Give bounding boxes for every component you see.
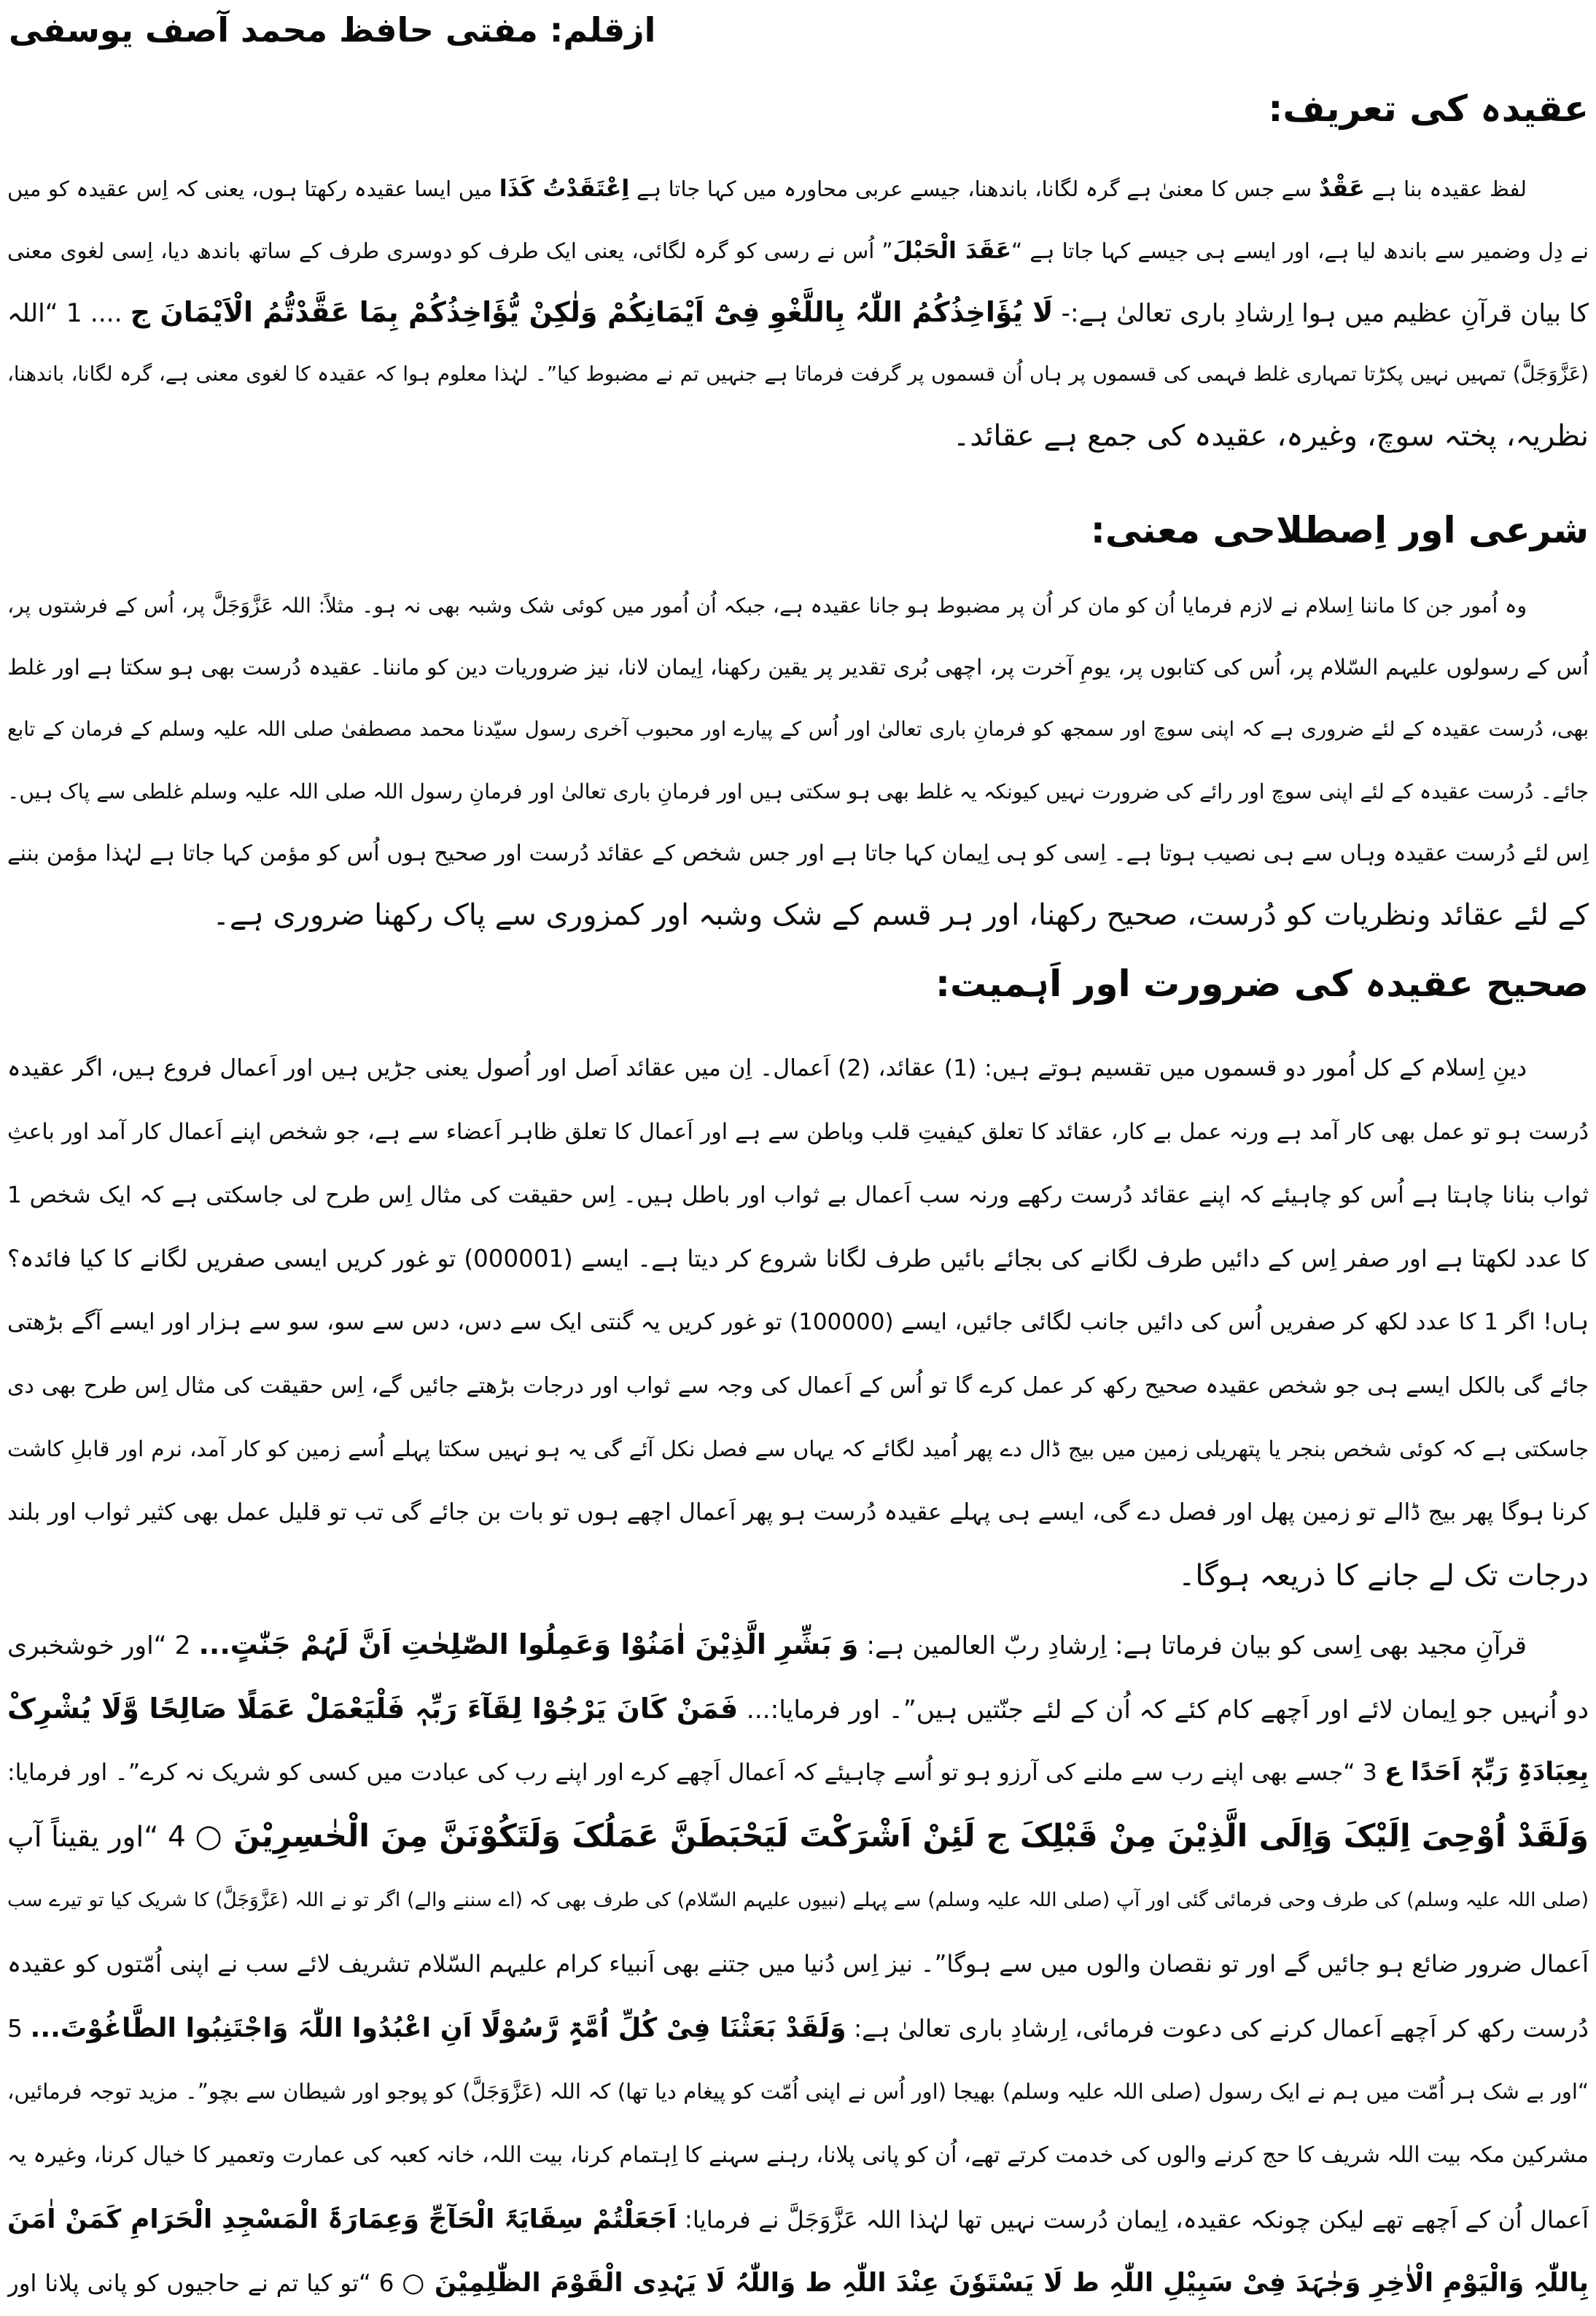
paragraph-terminology: [7, 575, 1589, 947]
quran-verse: وَلَقَدْ بَعَثْنَا فِیْ کُلِّ اُمَّۃٍ رَّسُوْلًا اَنِ اعْبُدُوا اللّٰہَ وَاجْتَنِبُوا الطَّاغُوْتَ...: [30, 2012, 846, 2043]
text-segment: وہ اُمور جن کا ماننا اِسلام نے لازم فرمایا اُن کو مان کر اُن پر مضبوط ہو جانا عقیدہ ہے، جبکہ اُن اُمور میں کوئی شک وشبہ بھی نہ ہو۔ مثلاً: اللہ عَزَّوَجَلَّ پر، اُس کے فرشتوں پر،: [7, 594, 1527, 618]
text-segment: دُرست ہو تو عمل بھی کار آمد ہے ورنہ عمل بے کار، عقائد کا تعلق کیفیتِ قلب وباطن سے ہے اور اَعمال کا تعلق ظاہر اَعضاء سے ہے، جو شخص اپنے اَعمال کار آمد اور باعثِ: [7, 1119, 1589, 1145]
text-segment: نے دِل وضمیر سے باندھ لیا ہے، اور ایسے ہی جیسے کہا جاتا ہے “: [1011, 238, 1589, 263]
text-segment: (صلی اللہ علیہ وسلم) کی طرف وحی فرمائی گئی اور آپ (صلی اللہ علیہ وسلم) سے پہلے (نبیوں علیہم السّلام) کی طرف بھی کہ (اے سننے والے) اگر تو نے اللہ (عَزَّوَجَلَّ) کا شریک کیا تو تیرے سب: [7, 1889, 1589, 1911]
text-line: [7, 1677, 1589, 1741]
text-line: [7, 1164, 1589, 1227]
quran-verse: بِعِبَادَۃِ رَبِّہٖٓ اَحَدًا ع: [1384, 1757, 1589, 1787]
text-segment: دینِ اِسلام کے کل اُمور دو قسموں میں تقسیم ہوتے ہیں: (1) عقائد، (2) اَعمال۔ اِن میں عقائد اَصل اور اُصول یعنی جڑیں ہیں اور اَعمال فروع ہیں، اگر عقیدہ: [7, 1055, 1527, 1081]
text-segment: ثواب بنانا چاہتا ہے اُس کو چاہیئے کہ اپنے عقائد دُرست رکھے ورنہ سب اَعمال بے ثواب اور باطل ہیں۔ اِس حقیقت کی مثال اِس طرح لی جاسکتی ہے کہ ایک شخص 1: [7, 1182, 1589, 1208]
quran-verse: اَجَعَلْتُمْ سِقَایَۃَ الْحَآجِّ وَعِمَارَۃَ الْمَسْجِدِ الْحَرَامِ کَمَنْ اٰمَنَ: [7, 2204, 677, 2234]
text-segment: قرآنِ مجید بھی اِسی کو بیان فرماتا ہے: اِرشادِ ربّ العالمین ہے:: [858, 1631, 1527, 1660]
text-segment: (عَزَّوَجَلَّ) تمہیں نہیں پکڑتا تمہاری غلط فہمی کی قسموں پر ہاں اُن قسموں پر گرفت فرماتا ہے جنہیں تم نے مضبوط کیا”۔ لہٰذا معلوم ہوا کہ عقیدہ کا لغوی معنی ہے، گرہ لگانا، باندھنا،: [7, 362, 1589, 386]
text-segment: 6 “تو کیا تم نے حاجیوں کو پانی پلانا اور: [7, 2269, 402, 2297]
text-line: [7, 699, 1589, 761]
arabic-quote: اِعْتَقَدْتُ کَذَا: [499, 174, 630, 202]
quran-verse: فَمَنْ کَانَ یَرْجُوْا لِقَآءَ رَبِّہٖ فَلْیَعْمَلْ عَمَلًا صَالِحًا وَّلَا یُشْرِکْ: [7, 1692, 739, 1725]
text-line: [7, 1932, 1589, 1997]
text-segment: مشرکین مکہ بیت اللہ شریف کا حج کرنے والوں کی خدمت کرتے تھے، اُن کو پانی پلانا، رہنے سہنے کا اِہتمام کرنا، بیت اللہ، خانہ کعبہ کی عمارت وتعمیر کا خیال کرنا، وغیرہ یہ: [7, 2142, 1589, 2168]
text-line: [7, 575, 1589, 637]
text-segment: جائے۔ دُرست عقیدہ کے لئے اپنی سوچ اور رائے کی ضرورت نہیں کیونکہ یہ غلط بھی ہو سکتی ہیں اور فرمانِ باری تعالیٰ اور فرمانِ رسول اللہ صلی اللہ علیہ وسلم غلطی سے پاک ہیں۔: [7, 780, 1589, 804]
text-segment: .... 1 “اللہ: [7, 299, 131, 328]
text-line: [7, 2188, 1589, 2252]
text-line: [7, 1544, 1589, 1608]
quran-verse: وَ بَشِّرِ الَّذِیْنَ اٰمَنُوْا وَعَمِلُوا الصّٰلِحٰتِ اَنَّ لَہُمْ جَنّٰتٍ...: [198, 1628, 859, 1660]
text-segment: اَعمال اُن کے اَچھے تھے لیکن چونکہ عقیدہ، اِیمان دُرست نہیں تھا لہٰذا اللہ عَزَّوَجَلَّ نے فرمایا:: [677, 2205, 1589, 2234]
text-line: [7, 158, 1589, 219]
text-line: [7, 343, 1589, 405]
text-line: [7, 2123, 1589, 2188]
quran-verse: وَلَقَدْ اُوْحِیَ اِلَیْکَ وَاِلَی الَّذِیْنَ مِنْ قَبْلِکَ ج لَئِنْ اَشْرَکْتَ لَیَحْبَطَنَّ عَمَلُکَ وَلَتَکُوْنَنَّ مِنَ الْخٰسِرِیْنَ ○: [195, 1817, 1589, 1854]
section-heading-definition: عقیدہ کی تعریف:: [1268, 88, 1589, 130]
text-line: [7, 885, 1589, 947]
quran-verse: بِاللّٰہِ وَالْیَوْمِ الْاٰخِرِ وَجٰہَدَ فِیْ سَبِیْلِ اللّٰہِ ط لَا یَسْتَوٗنَ عِنْدَ اللّٰہِ ط وَاللّٰہُ لَا یَہْدِی الْقَوْمَ الظّٰلِمِیْنَ ○: [402, 2268, 1589, 2298]
text-segment: 3 “جسے بھی اپنے رب سے ملنے کی آرزو ہو تو اُسے چاہیئے کہ اَعمال اَچھے کرے اور اپنے رب کی عبادت میں کسی کو شریک نہ کرے”۔ اور فرمایا:: [7, 1760, 1385, 1786]
paragraph-importance: [7, 1037, 1589, 1608]
text-line: [7, 1037, 1589, 1100]
section-heading-importance: صحیح عقیدہ کی ضرورت اور اَہمیت:: [935, 963, 1589, 1005]
text-line: [7, 1100, 1589, 1164]
text-segment: سے جس کا معنیٰ ہے گرہ لگانا، باندھنا، جیسے عربی محاورہ میں کہا جاتا ہے: [629, 176, 1319, 201]
text-line: [7, 1868, 1589, 1932]
text-line: [7, 405, 1589, 467]
text-segment: 2 “اور خوشخبری: [7, 1631, 199, 1660]
text-segment: اَعمال ضرور ضائع ہو جائیں گے اور تو نقصان والوں میں سے ہوگا”۔ نیز اِس دُنیا میں جتنے بھی اَنبیاء کرام علیہم السّلام تشریف لائے سب نے اپنی اُمّتوں کو عقیدہ: [7, 1949, 1589, 1978]
text-line: [7, 637, 1589, 699]
text-segment: جائے گی بالکل ایسے ہی جو شخص عقیدہ صحیح رکھ کر عمل کرے گا تو اُس کے اَعمال کی وجہ سے ثواب اور درجات بڑھتے جائیں گے، اِس حقیقت کی مثال اِس طرح بھی دی: [7, 1373, 1589, 1399]
text-line: [7, 1354, 1589, 1418]
text-line: [7, 2060, 1589, 2124]
text-segment: 5: [7, 2014, 31, 2043]
text-line: [7, 1291, 1589, 1354]
text-segment: 4 “اور یقیناً آپ: [7, 1820, 195, 1854]
text-line: [7, 1227, 1589, 1291]
text-line: [7, 823, 1589, 885]
arabic-quote: عَقَدَ الْحَبْلَ: [892, 236, 1012, 264]
text-segment: ہاں! اگر 1 کا عدد لکھ کر صفریں اُس کی دائیں جانب لگائی جائیں، ایسے (100000) تو غور کریں یہ گنتی ایک سے دس، دس سے سو، سو سے ہزار اور ایسے آگے بڑھتی: [7, 1309, 1589, 1335]
text-line: [7, 1613, 1589, 1677]
text-segment: کا بیان قرآنِ عظیم میں ہوا اِرشادِ باری تعالیٰ ہے:-: [1053, 299, 1589, 328]
text-line: [7, 219, 1589, 281]
quran-verse: لَا یُؤَاخِذُکُمُ اللّٰہُ بِاللَّغْوِ فِیْٓ اَیْمَانِکُمْ وَلٰکِنْ یُّؤَاخِذُکُمْ بِمَا عَقَّدْتُّمُ الْاَیْمَانَ ج: [130, 296, 1054, 328]
text-line: [7, 2251, 1589, 2315]
text-segment: جاسکتی ہے کہ کوئی شخص بنجر یا پتھریلی زمین میں بیج ڈال دے پھر اُمید لگائے کہ یہاں سے فصل نکل آئے گی یہ ہو نہیں سکتا پہلے اُسے زمین کو کار آمد، نرم اور قابلِ کاشت: [7, 1437, 1589, 1461]
text-segment: درجات تک لے جانے کا ذریعہ ہوگا۔: [1177, 1559, 1589, 1593]
text-segment: “اور بے شک ہر اُمّت میں ہم نے ایک رسول (صلی اللہ علیہ وسلم) بھیجا (اور اُس نے اپنی اُمّت کو پیغام دیا تھا) کہ اللہ (عَزَّوَجَلَّ) کو پوجو اور شیطان سے بچو”۔ مزید توجہ فرمائیں،: [7, 2078, 1589, 2104]
text-segment: دو اُنہیں جو اِیمان لائے اور اَچھے کام کئے کہ اُن کے لئے جنّتیں ہیں”۔ اور فرمایا:...: [738, 1695, 1589, 1725]
author-byline: ازقلم: مفتی حافظ محمد آصف یوسفی: [9, 10, 656, 50]
text-segment: نظریہ، پختہ سوچ، وغیرہ، عقیدہ کی جمع ہے عقائد۔: [952, 419, 1589, 453]
text-line: [7, 1805, 1589, 1869]
text-segment: دُرست رکھ کر اَچھے اَعمال کرنے کی دعوت فرمائی، اِرشادِ باری تعالیٰ ہے:: [846, 2014, 1589, 2043]
arabic-quote: عَقْدٌ: [1318, 174, 1365, 202]
text-line: [7, 1418, 1589, 1481]
text-line: [7, 281, 1589, 343]
text-line: [7, 1481, 1589, 1544]
text-segment: میں ایسا عقیدہ رکھتا ہوں، یعنی کہ اِس عقیدہ کو میں: [7, 176, 499, 201]
text-segment: کرنا ہوگا پھر بیج ڈالے تو زمین پھل اور فصل دے گی، ایسے ہی پہلے عقیدہ دُرست ہو پھر اَعمال اچھے ہوں تو بات بن جائے گی تب تو قلیل عمل بھی کثیر ثواب اور بلند: [7, 1499, 1589, 1526]
text-segment: لفظ عقیدہ بنا ہے: [1364, 176, 1527, 201]
text-segment: ” اُس نے رسی کو گرہ لگائی، یعنی ایک طرف کو دوسری طرف کے ساتھ باندھ دیا، اِسی لغوی معنی: [7, 238, 893, 263]
text-segment: کا عدد لکھتا ہے اور صفر اِس کے دائیں طرف لگانے کی بجائے بائیں طرف لگانا شروع کر دیتا ہے۔ ایسے (000001) تو غور کریں ایسی صفریں لگانے کا کیا فائدہ؟: [7, 1245, 1589, 1272]
text-segment: اُس کے رسولوں علیہم السّلام پر، اُس کی کتابوں پر، یومِ آخرت پر، اچھی بُری تقدیر پر یقین رکھنا، اِیمان لانا، نیز ضروریات دین کو ماننا۔ عقیدہ دُرست بھی ہو سکتا ہے اور غلط: [7, 655, 1589, 680]
section-heading-terminology: شرعی اور اِصطلاحی معنی:: [1090, 509, 1589, 551]
text-segment: کے لئے عقائد ونظریات کو دُرست، صحیح رکھنا، اور ہر قسم کے شک وشبہ اور کمزوری سے پاک رکھنا ضروری ہے۔: [212, 898, 1589, 932]
text-line: [7, 761, 1589, 823]
paragraph-quran-evidence: [7, 1613, 1589, 2315]
text-line: [7, 1996, 1589, 2060]
text-segment: بھی، دُرست عقیدہ کے لئے ضروری ہے کہ اپنی سوچ اور سمجھ کو فرمانِ باری تعالیٰ اور اُس کے پیارے اور محبوب آخری رسول سیّدنا محمد مصطفیٰ صلی اللہ علیہ وسلم کے فرمان کے تابع: [7, 718, 1589, 741]
text-segment: اِس لئے دُرست عقیدہ وہاں سے ہی نصیب ہوتا ہے۔ اِسی کو ہی اِیمان کہا جاتا ہے اور جس شخص کے عقائد دُرست اور صحیح ہوں اُس کو مؤمن کہا جاتا ہے لہٰذا مؤمن بننے: [7, 841, 1589, 866]
text-line: [7, 1741, 1589, 1805]
paragraph-definition: [7, 158, 1589, 467]
